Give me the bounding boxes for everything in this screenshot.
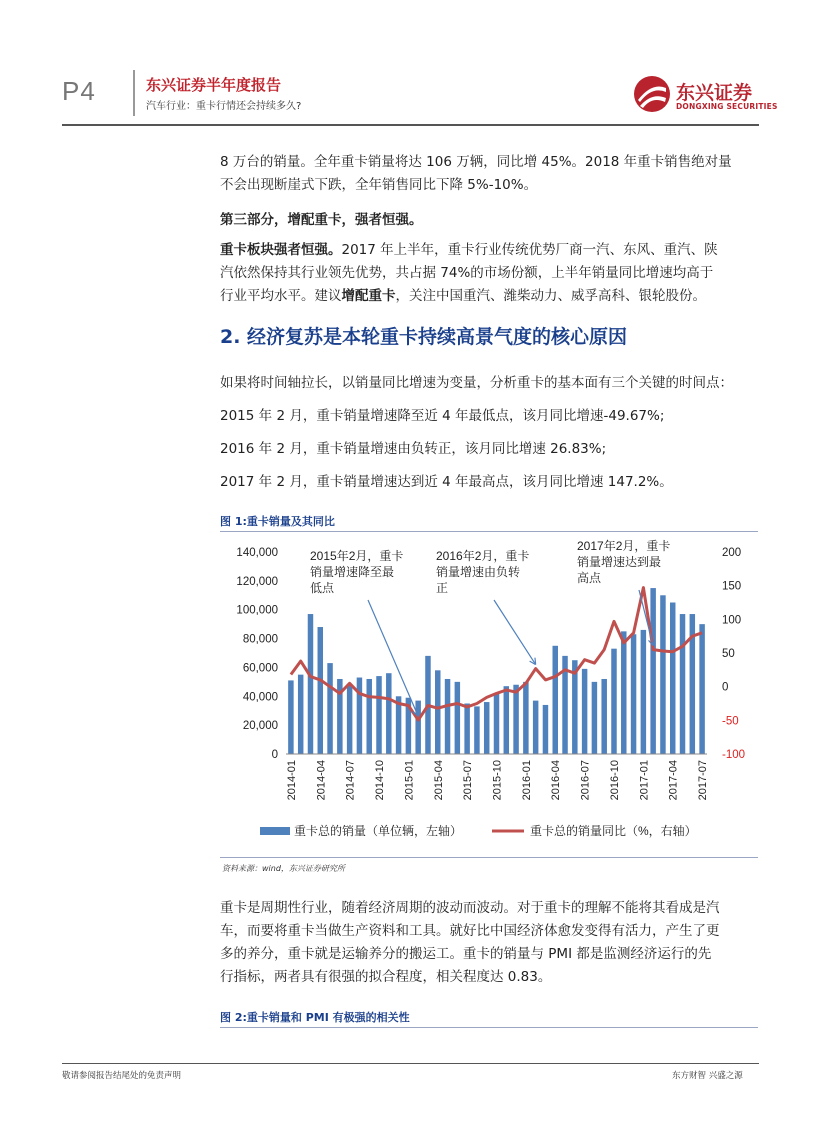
sales-bar: [660, 595, 665, 754]
paragraph-text: ，关注中国重汽、潍柴动力、威孚高科、银轮股份。: [395, 288, 706, 304]
sales-bar: [601, 679, 606, 754]
y-right-tick-label: 200: [722, 547, 742, 559]
company-logo-text: 东兴证券: [676, 82, 753, 104]
figure-source: 资料来源：wind，东兴证券研究所: [222, 864, 345, 873]
x-tick-label: 2014-10: [374, 760, 386, 801]
annotation-line: 正: [436, 581, 449, 595]
x-tick-label: 2014-04: [315, 760, 328, 801]
annotation-arrow: [494, 600, 536, 665]
sales-bar: [611, 649, 616, 754]
annotation-text: [577, 538, 670, 585]
y-right-tick-label: 150: [722, 580, 742, 593]
sales-bar: [592, 682, 597, 754]
sales-bar: [650, 588, 655, 754]
part3-heading: 第三部分，增配重卡，强者恒强。: [220, 212, 423, 228]
sales-bar: [670, 603, 675, 755]
paragraph-line: 行指标，两者具有很强的拟合程度，相关程度达 0.83。: [220, 969, 552, 985]
key-point-3: 2017 年 2 月，重卡销量增速达到近 4 年最高点，该月同比增速 147.2%。: [220, 474, 673, 490]
y-right-tick-label: 50: [722, 648, 735, 660]
company-logo-icon: [630, 74, 674, 114]
sales-bar: [298, 675, 303, 754]
y-left-tick-label: 100,000: [236, 604, 278, 617]
x-tick-label: 2015-01: [403, 760, 416, 801]
legend-label: 重卡总的销量同比（%，右轴）: [530, 824, 697, 838]
x-tick-label: 2015-07: [462, 760, 475, 801]
intro-line: 如果将时间轴拉长，以销量同比增速为变量，分析重卡的基本面有三个关键的时间点：: [220, 375, 733, 391]
key-point-1: 2015 年 2 月，重卡销量增速降至近 4 年最低点，该月同比增速-49.67%;: [220, 408, 665, 424]
paragraph-text: 2017 年上半年，重卡行业传统优势厂商一汽、东风、重汽、陕: [341, 242, 718, 258]
x-tick-label: 2016-01: [520, 760, 533, 801]
report-subtitle: 汽车行业：重卡行情还会持续多久?: [146, 101, 302, 112]
annotation-line: 高点: [577, 571, 602, 585]
figure-1-title: 图 1:重卡销量及其同比: [220, 515, 335, 528]
footer-slogan: 东方财智 兴盛之源: [672, 1071, 743, 1081]
y-left-tick-label: 60,000: [242, 662, 278, 675]
figure-2-top-rule: [220, 1027, 758, 1028]
y-left-tick-label: 0: [271, 749, 278, 761]
x-tick-label: 2017-01: [638, 760, 651, 801]
sales-bar: [308, 614, 313, 754]
sales-bar: [699, 624, 704, 754]
sales-bar: [543, 705, 548, 754]
sales-bar: [347, 685, 352, 754]
sales-bar: [288, 680, 293, 754]
sales-bar: [553, 646, 558, 754]
figure-2-title: 图 2:重卡销量和 PMI 有极强的相关性: [220, 1011, 410, 1024]
x-tick-label: 2017-04: [667, 760, 680, 801]
y-left-tick-label: 40,000: [242, 691, 278, 704]
sales-bar: [504, 686, 509, 754]
y-right-tick-label: -100: [722, 749, 746, 761]
x-tick-label: 2017-07: [697, 760, 710, 801]
sales-bar: [513, 685, 518, 754]
sales-bar: [415, 701, 420, 754]
header-separator: [133, 70, 135, 116]
annotation-arrow: [368, 600, 418, 716]
sales-bar: [533, 701, 538, 754]
x-tick-label: 2016-07: [579, 760, 592, 801]
x-tick-label: 2015-04: [432, 760, 445, 801]
sales-bar: [494, 693, 499, 754]
annotation-line: 2017年2月，重卡: [577, 539, 671, 553]
sales-bar: [318, 627, 323, 754]
key-point-2: 2016 年 2 月，重卡销量增速由负转正，该月同比增速 26.83%;: [220, 441, 607, 457]
y-left-tick-label: 20,000: [242, 720, 278, 733]
sales-bar: [621, 631, 626, 754]
figure-1-top-rule: [220, 531, 758, 532]
annotation-line: 销量增速由负转: [436, 565, 521, 579]
annotation-line: 销量增速降至最: [310, 565, 395, 579]
sales-bar: [386, 673, 391, 754]
y-right-tick-label: -50: [722, 715, 739, 728]
annotation-text: [436, 548, 529, 595]
paragraph-line: 多的养分，重卡就是运输养分的搬运工。重卡的销量与 PMI 都是监测经济运行的先: [220, 946, 712, 962]
page-number: P4: [62, 76, 96, 106]
header-rule: [62, 124, 759, 126]
annotation-arrowhead: [530, 658, 536, 665]
y-left-tick-label: 120,000: [236, 575, 278, 588]
paragraph-line: [220, 284, 706, 304]
section-title: 2. 经济复苏是本轮重卡持续高景气度的核心原因: [220, 326, 628, 348]
x-tick-label: 2016-04: [550, 760, 563, 801]
company-logo-english: DONGXING SECURITIES: [676, 102, 778, 111]
sales-bar: [464, 704, 469, 755]
x-tick-label: 2014-07: [344, 760, 357, 801]
sales-bar: [680, 614, 685, 754]
footer-rule: [62, 1063, 759, 1064]
sales-bar: [484, 702, 489, 754]
annotation-text: [310, 548, 403, 595]
sales-bar: [582, 669, 587, 754]
sales-bar: [455, 682, 460, 754]
strong-text: 增配重卡: [341, 288, 396, 304]
paragraph-line: [220, 238, 718, 258]
paragraph-line: 汽依然保持其行业领先优势，共占据 74%的市场份额，上半年销量同比增速均高于: [220, 265, 714, 281]
sales-bar: [327, 663, 332, 754]
paragraph-line: 车，而要将重卡当做生产资料和工具。就好比中国经济体愈发变得有活力，产生了更: [220, 923, 720, 939]
annotation-line: 销量增速达到最: [577, 555, 662, 569]
sales-bar: [641, 630, 646, 754]
sales-bar: [435, 670, 440, 754]
x-tick-label: 2014-01: [285, 760, 298, 801]
legend-swatch-bar: [260, 827, 290, 835]
figure-1-bottom-rule: [220, 857, 758, 858]
x-tick-label: 2016-10: [609, 760, 621, 801]
y-left-tick-label: 140,000: [236, 547, 278, 559]
y-right-tick-label: 100: [722, 614, 742, 627]
annotation-line: 2016年2月，重卡: [436, 549, 530, 563]
paragraph-text: 行业平均水平。建议: [220, 288, 342, 304]
report-title: 东兴证券半年度报告: [146, 76, 282, 94]
annotation-line: 低点: [310, 581, 335, 595]
sales-bar: [376, 676, 381, 754]
paragraph-line: 8 万台的销量。全年重卡销量将达 106 万辆，同比增 45%。2018 年重卡销售绝对量: [220, 154, 732, 170]
x-tick-label: 2015-10: [491, 760, 504, 801]
sales-bar: [357, 678, 362, 754]
legend-label: 重卡总的销量（单位辆，左轴）: [294, 824, 463, 838]
sales-bar: [445, 679, 450, 754]
footer-disclaimer: 敬请参阅报告结尾处的免责声明: [62, 1071, 182, 1081]
annotation-line: 2015年2月，重卡: [310, 549, 404, 563]
paragraph-line: 重卡是周期性行业，随着经济周期的波动而波动。对于重卡的理解不能将其看成是汽: [220, 900, 720, 916]
figure-1-chart: [220, 536, 758, 848]
sales-bar: [474, 706, 479, 754]
sales-bar: [631, 634, 636, 754]
y-right-tick-label: 0: [722, 681, 729, 694]
y-left-tick-label: 80,000: [242, 633, 278, 646]
sales-bar: [366, 679, 371, 754]
sales-bar: [523, 682, 528, 754]
strong-lead: 重卡板块强者恒强。: [220, 242, 342, 258]
paragraph-line: 不会出现断崖式下跌，全年销售同比下降 5%-10%。: [220, 177, 538, 193]
